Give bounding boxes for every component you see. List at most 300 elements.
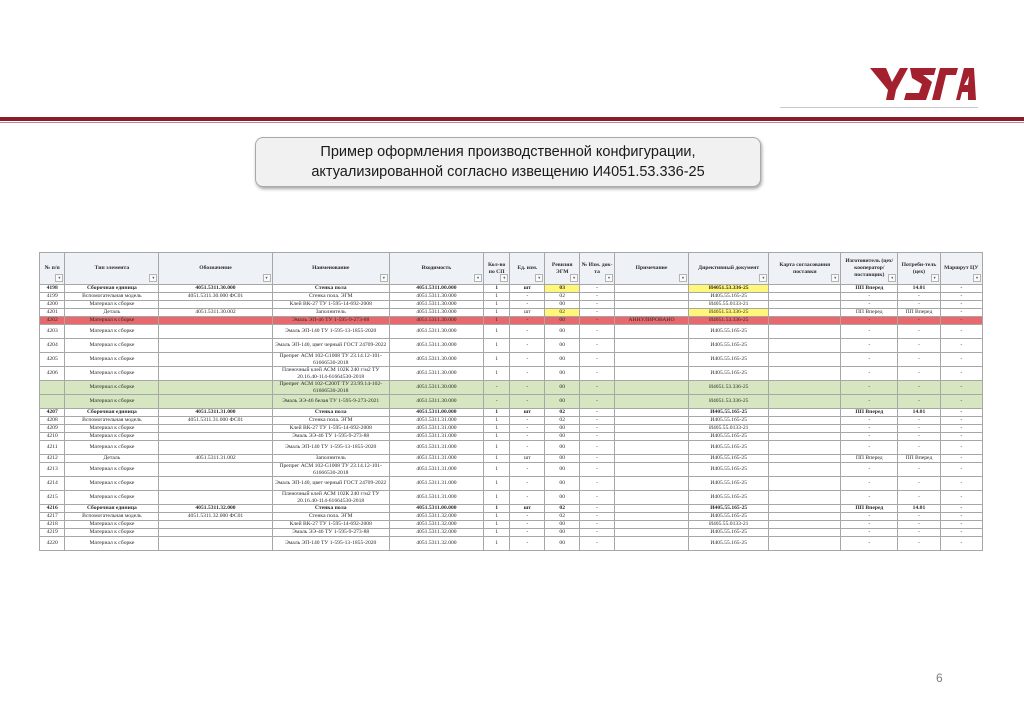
table-cell: 4051.5311.32.000 [389,521,483,529]
table-header-row [40,253,983,285]
table-cell: 4206 [40,367,65,381]
table-row [40,395,983,409]
table-cell [769,395,841,409]
filter-dropdown-icon[interactable]: ▾ [679,274,687,282]
table-cell: - [510,521,545,529]
table-cell: - [510,425,545,433]
table-cell [159,367,272,381]
table-cell [159,537,272,551]
table-cell: - [940,513,982,521]
table-cell: 4051.5311.31.000 [389,491,483,505]
table-cell: Материал к сборке [65,433,159,441]
table-cell: - [940,325,982,339]
column-header-label: Тип элемента [94,265,130,271]
table-cell [769,491,841,505]
table-cell: 02 [545,505,580,513]
table-cell: - [841,463,898,477]
table-cell: И405.55.165-25 [689,293,769,301]
table-cell: - [580,325,615,339]
table-cell: - [510,513,545,521]
filter-dropdown-icon[interactable]: ▾ [759,274,767,282]
table-cell: Материал к сборке [65,381,159,395]
table-cell: 4202 [40,317,65,325]
filter-dropdown-icon[interactable]: ▾ [263,274,271,282]
filter-dropdown-icon[interactable]: ▾ [605,274,613,282]
table-cell: Эмаль ЭП-140 ТУ 1-595-13-1855-2020 [272,441,389,455]
table-cell: И405.55.165-25 [689,491,769,505]
filter-dropdown-icon[interactable]: ▾ [973,274,981,282]
table-cell: - [580,455,615,463]
table-cell: 1 [483,317,509,325]
filter-dropdown-icon[interactable]: ▾ [500,274,508,282]
column-header [65,253,159,285]
table-cell: - [898,537,940,551]
table-cell: - [898,353,940,367]
header-band-thin [0,122,1024,123]
table-cell: И405.55.0133-21 [689,521,769,529]
table-cell: - [841,293,898,301]
table-cell: Эмаль ЭЭ-46 ТУ 1-595-9-273-88 [272,529,389,537]
table-cell: 4051.5311.30.000 [389,325,483,339]
table-cell: АННУЛИРОВАНО [615,317,689,325]
table-cell: - [510,367,545,381]
table-cell: 4207 [40,409,65,417]
table-cell: Стенка пола [272,409,389,417]
table-cell: - [841,433,898,441]
table-cell: - [510,463,545,477]
table-cell: - [580,441,615,455]
table-cell: 4051.5311.31.000 ФС01 [159,417,272,425]
table-cell: - [898,441,940,455]
table-cell: И405.55.165-25 [689,441,769,455]
table-cell [769,339,841,353]
table-cell: - [510,293,545,301]
table-cell: - [841,477,898,491]
table-cell: - [841,441,898,455]
table-cell [769,417,841,425]
table-cell: 00 [545,529,580,537]
table-cell: - [940,491,982,505]
table-cell [615,491,689,505]
table-cell: 4205 [40,353,65,367]
table-cell: - [580,395,615,409]
table-cell: ПП Вперед [841,409,898,417]
table-cell: 1 [483,433,509,441]
table-cell: Материал к сборке [65,395,159,409]
table-row [40,409,983,417]
table-cell [615,381,689,395]
table-row [40,317,983,325]
table-cell: - [580,505,615,513]
table-cell: И405.55.165-25 [689,477,769,491]
table-cell: - [580,309,615,317]
filter-dropdown-icon[interactable]: ▾ [55,274,63,282]
table-cell: - [580,367,615,381]
table-cell: ПП Вперед [898,455,940,463]
table-cell: 4051.5311.00.000 [389,505,483,513]
table-cell: шт [510,309,545,317]
table-cell: Деталь [65,309,159,317]
table-cell: 00 [545,353,580,367]
table-cell: 4051.5311.30.000 [389,339,483,353]
table-cell: 4198 [40,285,65,293]
table-cell: И405.55.165-25 [689,505,769,513]
table-row [40,537,983,551]
table-cell [615,285,689,293]
table-cell [159,463,272,477]
table-cell: И405.55.165-25 [689,325,769,339]
page-number: 6 [936,671,943,685]
table-cell: 4051.5311.30.000 ФС01 [159,293,272,301]
table-cell: 00 [545,463,580,477]
table-cell: 14.01 [898,505,940,513]
table-cell [769,537,841,551]
table-cell: 00 [545,317,580,325]
table-cell: ПП Вперед [841,505,898,513]
table-cell: Материал к сборке [65,537,159,551]
table-cell [615,301,689,309]
table-cell: Вспомогательная модель [65,293,159,301]
table-cell: - [580,409,615,417]
table-cell: - [940,477,982,491]
table-cell: ПП Вперед [841,285,898,293]
table-cell: - [940,367,982,381]
table-cell: 4051.5311.30.000 [159,285,272,293]
table-cell: И405.55.165-25 [689,513,769,521]
table-cell: Заполнитель [272,309,389,317]
table-cell: 1 [483,409,509,417]
table-cell [769,477,841,491]
table-cell: 1 [483,477,509,491]
column-header [159,253,272,285]
table-cell: Сборочная единица [65,505,159,513]
table-cell [769,455,841,463]
column-header [689,253,769,285]
table-cell: - [580,339,615,353]
column-header-label: Примечание [635,265,668,271]
table-cell: 4212 [40,455,65,463]
table-cell: - [940,441,982,455]
column-header-label: Обозначение [199,265,232,271]
table-cell: 4208 [40,417,65,425]
table-cell: Пленочный клей АСМ 102К 240 г/м2 ТУ 20.16.40-114-61664530-2018 [272,367,389,381]
column-header [389,253,483,285]
table-cell: 4051.5311.30.002 [159,309,272,317]
table-cell: - [898,521,940,529]
table-cell: Стенка пола. ЭГМ [272,513,389,521]
table-cell: 4203 [40,325,65,339]
table-cell: - [940,353,982,367]
table-cell [615,367,689,381]
table-row [40,513,983,521]
table-cell [769,425,841,433]
table-cell: И405.55.165-25 [689,433,769,441]
table-cell: 1 [483,441,509,455]
table-cell: - [898,317,940,325]
table-cell [159,339,272,353]
table-cell: Препрег АСМ 102-С200Т ТУ 23.99.14-102-61666530-2018 [272,381,389,395]
table-cell: Пленочный клей АСМ 102К 240 г/м2 ТУ 20.16.40-114-61664530-2018 [272,491,389,505]
table-cell: - [580,521,615,529]
table-cell: 00 [545,367,580,381]
table-cell: - [580,301,615,309]
table-cell: - [898,513,940,521]
table-cell: - [841,529,898,537]
filter-dropdown-icon[interactable]: ▾ [831,274,839,282]
table-cell [159,433,272,441]
table-cell [615,513,689,521]
table-cell: 1 [483,301,509,309]
table-cell [159,381,272,395]
table-cell: 00 [545,381,580,395]
table-cell: - [898,491,940,505]
table-cell: 1 [483,339,509,353]
table-cell [769,301,841,309]
table-cell: Клей ВК-27 ТУ 1-595-14-692-2008 [272,521,389,529]
table-cell: Эмаль ЭЭ-46 белая ТУ 1-595-9-273-2021 [272,395,389,409]
table-cell: - [841,381,898,395]
table-cell: 1 [483,417,509,425]
table-cell: 4051.5311.31.000 [389,441,483,455]
column-header-label: № п/п [44,265,60,271]
table-cell: - [940,537,982,551]
table-cell: - [841,301,898,309]
table-cell: 4051.5311.32.000 [389,513,483,521]
table-cell [615,505,689,513]
table-cell: 1 [483,325,509,339]
table-row [40,425,983,433]
table-cell: 4213 [40,463,65,477]
table-cell: 00 [545,339,580,353]
table-cell: - [841,491,898,505]
configuration-table-wrap [39,252,983,551]
table-cell: Сборочная единица [65,285,159,293]
table-cell [769,521,841,529]
table-cell: 4051.5311.00.000 [389,409,483,417]
table-cell [159,317,272,325]
table-row [40,285,983,293]
table-cell: Стенка пола. ЭГМ [272,417,389,425]
table-cell: 4216 [40,505,65,513]
table-row [40,491,983,505]
column-header-label: Карта согласования поставки [779,261,831,275]
table-cell: ПП Вперед [898,309,940,317]
table-cell [159,325,272,339]
table-cell: 4210 [40,433,65,441]
table-cell: Клей ВК-27 ТУ 1-595-14-692-2008 [272,425,389,433]
table-cell: 00 [545,477,580,491]
table-cell: 4051.5311.30.000 [389,367,483,381]
table-cell: Эмаль ЭП-140 ТУ 1-595-13-1855-2020 [272,325,389,339]
table-cell: И405.55.165-25 [689,537,769,551]
table-cell: - [510,395,545,409]
table-cell: 1 [483,529,509,537]
table-cell: 00 [545,491,580,505]
table-cell: - [898,417,940,425]
table-cell: Материал к сборке [65,529,159,537]
table-cell: 4204 [40,339,65,353]
filter-dropdown-icon[interactable]: ▾ [535,274,543,282]
table-cell: 4051.5311.30.000 [389,353,483,367]
table-cell: И405.55.0133-21 [689,301,769,309]
table-cell: 1 [483,367,509,381]
table-cell: - [510,301,545,309]
table-cell [159,491,272,505]
table-cell: - [940,339,982,353]
table-cell: 4217 [40,513,65,521]
table-cell: Деталь [65,455,159,463]
table-cell: Материал к сборке [65,521,159,529]
table-cell: 1 [483,521,509,529]
table-cell: 4218 [40,521,65,529]
column-header-label: Директивный документ [698,265,760,271]
table-row [40,301,983,309]
table-cell: 00 [545,425,580,433]
table-cell: - [483,395,509,409]
table-row [40,433,983,441]
column-header [483,253,509,285]
table-cell: - [898,367,940,381]
table-cell: - [580,513,615,521]
table-row [40,441,983,455]
table-cell: - [580,491,615,505]
table-cell: И4051.53.336-25 [689,317,769,325]
table-cell [615,455,689,463]
table-cell [769,513,841,521]
table-cell: Сборочная единица [65,409,159,417]
logo-underline [780,107,978,108]
column-header [940,253,982,285]
table-cell: 02 [545,309,580,317]
table-cell: 00 [545,441,580,455]
table-cell: 02 [545,417,580,425]
table-cell: 00 [545,395,580,409]
table-cell: - [841,425,898,433]
table-cell: 1 [483,491,509,505]
table-cell [769,317,841,325]
table-cell: Препрег АСМ 102-G1008 ТУ 23.14.12-101-61666530-2018 [272,463,389,477]
column-header [510,253,545,285]
table-cell [159,301,272,309]
table-cell: 4051.5311.30.000 [389,381,483,395]
table-cell: 4201 [40,309,65,317]
table-cell: ПП Вперед [841,309,898,317]
table-cell: - [510,529,545,537]
table-cell: Материал к сборке [65,301,159,309]
table-cell: 14.01 [898,285,940,293]
table-cell: 1 [483,309,509,317]
table-cell: - [841,353,898,367]
table-row [40,309,983,317]
table-cell: - [510,417,545,425]
table-cell: - [898,325,940,339]
table-cell: 4215 [40,491,65,505]
table-cell: 4219 [40,529,65,537]
table-cell [769,441,841,455]
table-cell: И4051.53.336-25 [689,395,769,409]
table-cell [769,529,841,537]
table-cell [159,441,272,455]
table-cell: 03 [545,285,580,293]
table-cell: 4051.5311.30.000 [389,293,483,301]
table-row [40,477,983,491]
table-row [40,381,983,395]
table-cell [615,395,689,409]
table-row [40,463,983,477]
column-header [615,253,689,285]
table-row [40,339,983,353]
table-cell: Материал к сборке [65,477,159,491]
table-cell: 00 [545,325,580,339]
table-cell: - [940,301,982,309]
table-cell: 4051.5311.32.000 [389,537,483,551]
table-row [40,325,983,339]
table-cell: - [580,463,615,477]
table-cell: 1 [483,537,509,551]
table-cell: - [940,425,982,433]
table-cell [769,285,841,293]
table-cell: Препрег АСМ 102-G1008 ТУ 23.14.12-101-61666530-2018 [272,353,389,367]
table-cell: шт [510,409,545,417]
column-header [272,253,389,285]
table-cell [615,353,689,367]
table-cell [615,325,689,339]
table-cell [615,293,689,301]
table-cell: - [841,513,898,521]
table-cell [615,521,689,529]
table-cell: - [841,537,898,551]
table-cell: - [841,317,898,325]
table-cell: Вспомогательная модель [65,513,159,521]
table-cell: 00 [545,455,580,463]
table-cell: - [841,417,898,425]
table-cell: - [898,477,940,491]
filter-dropdown-icon[interactable]: ▾ [380,274,388,282]
table-cell: - [940,455,982,463]
table-cell: - [510,317,545,325]
column-header-label: Наименование [312,265,350,271]
table-cell: - [841,395,898,409]
table-cell: И405.55.165-25 [689,417,769,425]
table-row [40,293,983,301]
table-cell: - [580,433,615,441]
table-cell: - [580,293,615,301]
filter-dropdown-icon[interactable]: ▾ [931,274,939,282]
table-cell: 4051.5311.30.000 [389,309,483,317]
column-header-label: Входимость [421,265,452,271]
table-cell: - [898,301,940,309]
table-cell: Стенка пола [272,505,389,513]
table-cell: - [898,339,940,353]
table-cell: 4051.5311.31.000 [389,433,483,441]
table-cell: - [898,433,940,441]
table-cell: шт [510,285,545,293]
table-cell: 4051.5311.31.000 [159,409,272,417]
table-cell: - [898,463,940,477]
filter-dropdown-icon[interactable]: ▾ [888,274,896,282]
table-cell: - [580,425,615,433]
filter-dropdown-icon[interactable]: ▾ [474,274,482,282]
table-cell: - [898,293,940,301]
table-row [40,455,983,463]
filter-dropdown-icon[interactable]: ▾ [149,274,157,282]
filter-dropdown-icon[interactable]: ▾ [570,274,578,282]
column-header [580,253,615,285]
table-row [40,529,983,537]
table-cell [615,417,689,425]
table-cell [769,505,841,513]
table-cell: - [510,339,545,353]
